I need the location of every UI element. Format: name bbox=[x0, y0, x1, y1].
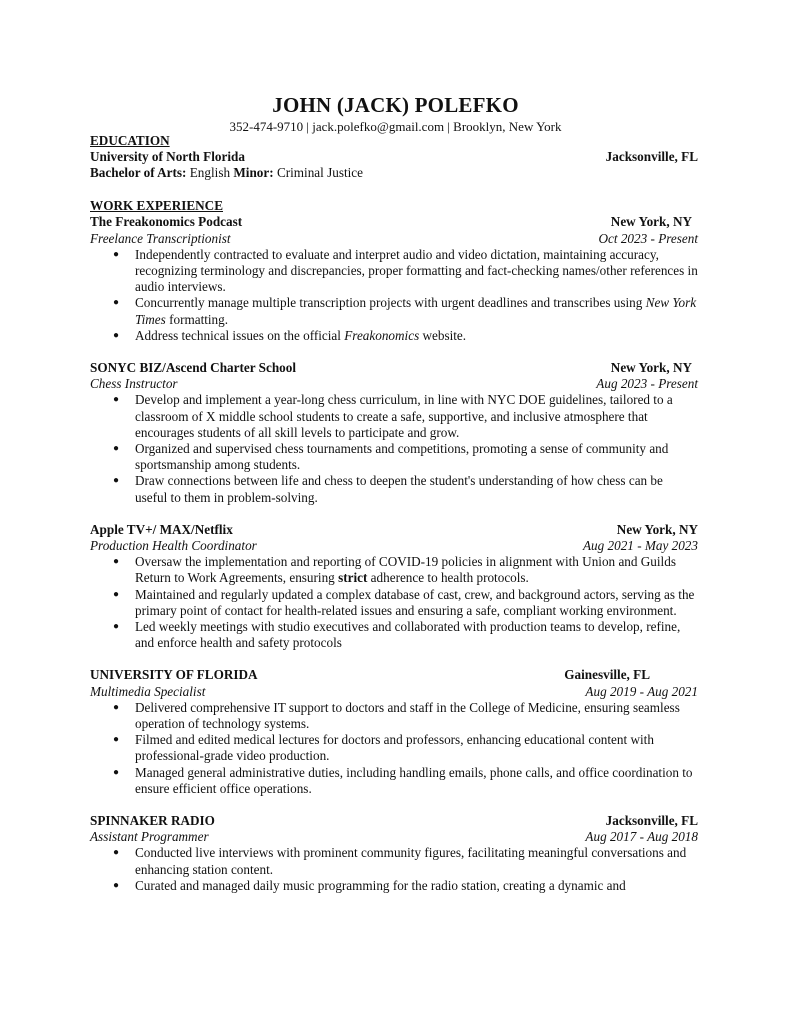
job-entry bbox=[90, 813, 698, 894]
bullet-item: ● Conducted live interviews with prominent community figures, facilitating meaningful conversations and enhancing station content. bbox=[135, 845, 698, 877]
bullet-item: ● Develop and implement a year-long chess curriculum, in line with NYC DOE guidelines, tailored to a classroom of X middle school students to create a safe, supportive, and inclusive atmosphere that encourages students of all skill levels to participate and grow. bbox=[135, 392, 698, 441]
job-bullets bbox=[90, 392, 698, 505]
job-spacer bbox=[90, 797, 698, 813]
degree-line bbox=[90, 165, 698, 181]
bullet-emphasis: New York Times bbox=[135, 295, 697, 327]
bullet-item: ● Draw connections between life and chess to deepen the student's understanding of how chess can be useful to them in problem-solving. bbox=[135, 473, 698, 505]
job-entry bbox=[90, 360, 698, 506]
bullet-item bbox=[135, 295, 698, 327]
job-spacer bbox=[90, 651, 698, 667]
experience-heading: WORK EXPERIENCE bbox=[90, 198, 223, 214]
minor-value: Criminal Justice bbox=[276, 165, 364, 181]
job-location: New York, NY bbox=[610, 359, 692, 375]
job-role: Chess Instructor bbox=[90, 376, 178, 392]
job-role-row bbox=[90, 376, 698, 392]
minor-label: Minor: bbox=[233, 165, 277, 181]
job-header-row bbox=[90, 214, 698, 230]
resume-body bbox=[90, 133, 698, 894]
job-bullets bbox=[90, 554, 698, 651]
bullet-item: ● Maintained and regularly updated a complex database of cast, crew, and background actors, serving as the primary point of contact for health-related issues and ensuring a safe, compliant working environment. bbox=[135, 587, 698, 619]
job-header-row bbox=[90, 360, 698, 376]
bullet-item: ● Managed general administrative duties, including handling emails, phone calls, and office coordination to ensure efficient office operations. bbox=[135, 765, 698, 797]
job-entry bbox=[90, 214, 698, 344]
job-entry bbox=[90, 667, 698, 797]
bullet-item bbox=[135, 554, 698, 586]
job-role-row bbox=[90, 684, 698, 700]
job-organization: UNIVERSITY OF FLORIDA bbox=[90, 667, 258, 683]
candidate-name: JOHN (JACK) POLEFKO bbox=[272, 93, 519, 117]
bullet-text: adherence to health protocols. bbox=[367, 570, 529, 586]
job-bullets bbox=[90, 247, 698, 344]
bullet-text: formatting. bbox=[165, 311, 229, 327]
job-header-row bbox=[90, 522, 698, 538]
job-bullets bbox=[90, 700, 698, 797]
school-row bbox=[90, 149, 698, 165]
bullet-text: website. bbox=[419, 327, 467, 343]
bullet-item bbox=[135, 328, 698, 344]
job-spacer bbox=[90, 344, 698, 360]
job-organization: SPINNAKER RADIO bbox=[90, 813, 215, 829]
bullet-item: ● Independently contracted to evaluate and interpret audio and video dictation, maintaining accuracy, recognizing terminology and discrepancies, proper formatting and fact-checking names/other references in audio interviews. bbox=[135, 247, 698, 296]
job-location: Jacksonville, FL bbox=[605, 813, 698, 829]
bullet-text: Concurrently manage multiple transcription projects with urgent deadlines and transcribes using bbox=[135, 295, 646, 311]
section-spacer bbox=[90, 182, 698, 199]
bullet-item: ● Organized and supervised chess tournaments and competitions, promoting a sense of community and sportsmanship among students. bbox=[135, 441, 698, 473]
job-location: New York, NY bbox=[616, 521, 698, 537]
job-role: Freelance Transcriptionist bbox=[90, 230, 231, 246]
job-organization: SONYC BIZ/Ascend Charter School bbox=[90, 359, 297, 375]
job-location: New York, NY bbox=[610, 214, 692, 230]
job-role-row bbox=[90, 231, 698, 247]
job-location: Gainesville, FL bbox=[564, 667, 650, 683]
job-dates: Aug 2023 - Present bbox=[596, 376, 698, 392]
school-location: Jacksonville, FL bbox=[605, 149, 698, 165]
job-organization: Apple TV+/ MAX/Netflix bbox=[90, 521, 233, 537]
school-name: University of North Florida bbox=[90, 149, 245, 165]
job-bullets bbox=[90, 845, 698, 894]
job-entry bbox=[90, 522, 698, 652]
job-spacer bbox=[90, 506, 698, 522]
bullet-strong: strict bbox=[338, 570, 368, 586]
bullet-text: Oversaw the implementation and reporting of COVID-19 policies in alignment with Union and Guilds Return to Work Agreements, ensuring bbox=[135, 554, 676, 586]
education-heading: EDUCATION bbox=[90, 133, 170, 148]
bullet-item: ● Curated and managed daily music programming for the radio station, creating a dynamic and bbox=[135, 878, 698, 894]
job-dates: Aug 2019 - Aug 2021 bbox=[585, 683, 698, 699]
bullet-item: ● Filmed and edited medical lectures for doctors and professors, enhancing educational content with professional-grade video production. bbox=[135, 732, 698, 764]
job-header-row bbox=[90, 667, 698, 683]
degree-value: English bbox=[189, 165, 234, 181]
job-dates: Aug 2017 - Aug 2018 bbox=[585, 829, 698, 845]
job-header-row bbox=[90, 813, 698, 829]
job-role: Production Health Coordinator bbox=[90, 537, 257, 553]
job-dates: Oct 2023 - Present bbox=[598, 230, 698, 246]
job-dates: Aug 2021 - May 2023 bbox=[582, 537, 698, 553]
bullet-item: ● Led weekly meetings with studio executives and collaborated with production teams to develop, refine, and enforce health and safety protocols bbox=[135, 619, 698, 651]
contact-line: 352-474-9710 | jack.polefko@gmail.com | Brooklyn, New York bbox=[229, 119, 562, 134]
job-list bbox=[90, 214, 698, 894]
bullet-text: Address technical issues on the official bbox=[135, 327, 345, 343]
job-role: Multimedia Specialist bbox=[90, 683, 206, 699]
degree-label: Bachelor of Arts: bbox=[90, 165, 190, 181]
bullet-emphasis: Freakonomics bbox=[344, 327, 420, 343]
job-organization: The Freakonomics Podcast bbox=[90, 214, 243, 230]
bullet-item: ● Delivered comprehensive IT support to doctors and staff in the College of Medicine, ensuring seamless operation of technology systems. bbox=[135, 700, 698, 732]
job-role: Assistant Programmer bbox=[90, 829, 209, 845]
resume-header bbox=[0, 92, 791, 135]
job-role-row bbox=[90, 538, 698, 554]
job-role-row bbox=[90, 829, 698, 845]
